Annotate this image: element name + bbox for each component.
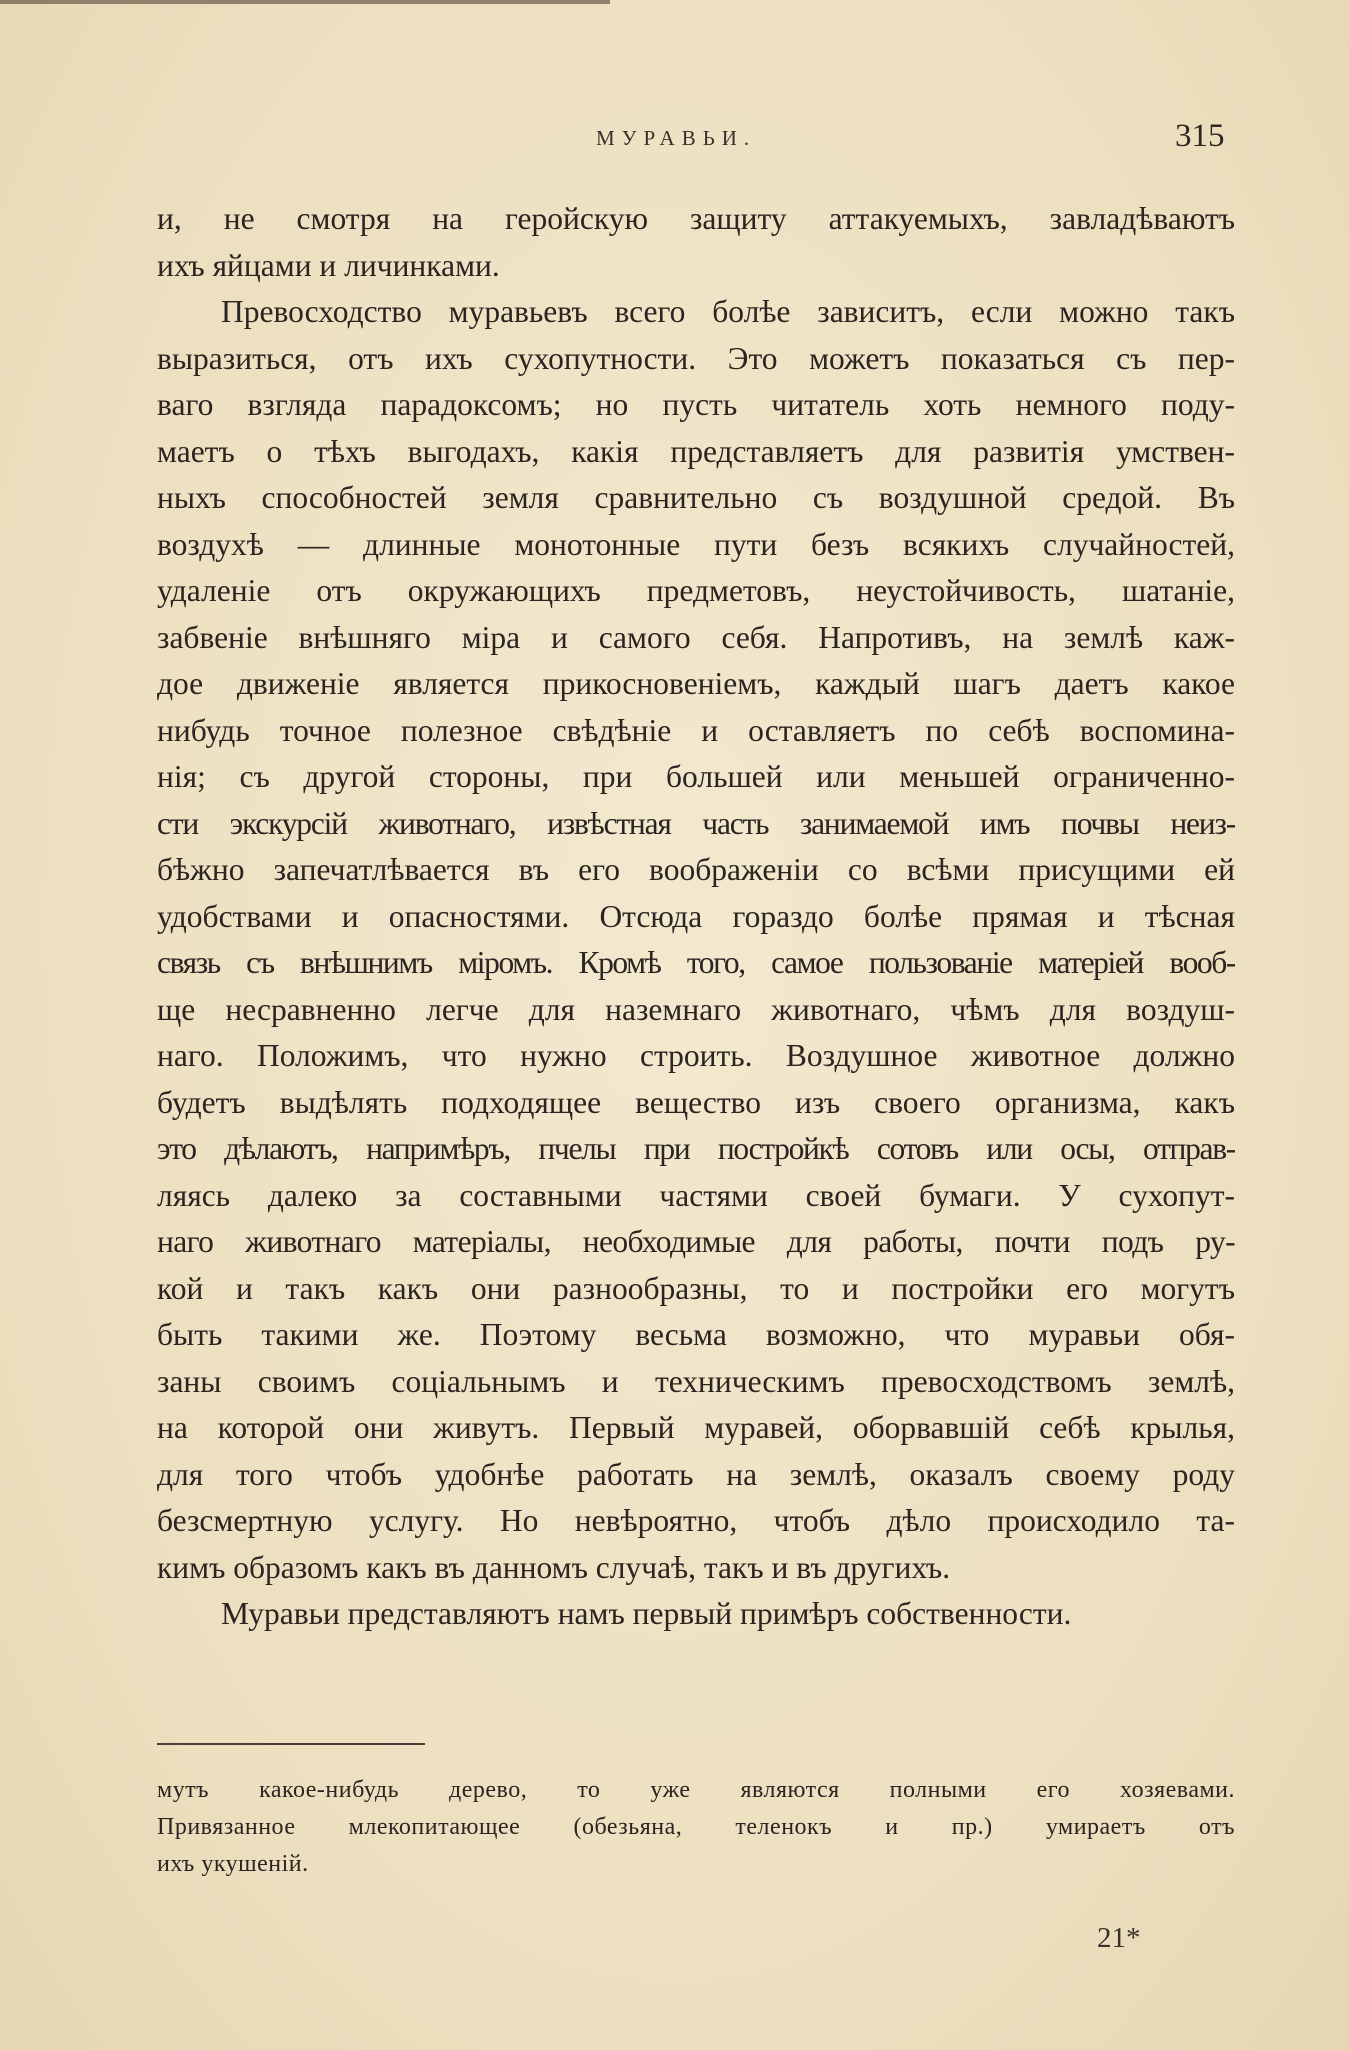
text-line: безсмертную услугу. Но невѣроятно, чтобъ дѣло происходило та- [157, 1503, 1235, 1538]
footnote-line: ихъ укушеній. [157, 1851, 309, 1877]
text-line: быть такими же. Поэтому весьма возможно, что муравьи обя- [157, 1317, 1235, 1352]
text-line: дое движеніе является прикосновеніемъ, каждый шагъ даетъ какое [157, 666, 1235, 701]
text-line: кимъ образомъ какъ въ данномъ случаѣ, такъ и въ другихъ. [157, 1549, 951, 1585]
text-line: ихъ яйцами и личинками. [157, 247, 500, 283]
page-number: 315 [1175, 118, 1225, 154]
running-head: МУРАВЬИ. [596, 126, 757, 150]
text-line: воздухѣ — длинные монотонные пути безъ всякихъ случайностей, [157, 526, 1235, 562]
text-line: кой и такъ какъ они разнообразны, то и постройки его могутъ [157, 1270, 1235, 1306]
text-line: нія; съ другой стороны, при большей или меньшей ограниченно- [157, 759, 1235, 794]
text-line: ваго взгляда парадоксомъ; но пусть читатель хоть немного поду- [157, 387, 1235, 422]
footnote-divider [157, 1743, 425, 1745]
text-line: будетъ выдѣлять подходящее вещество изъ своего организма, какъ [157, 1084, 1235, 1120]
text-line: ще несравненно легче для наземнаго животнаго, чѣмъ для воздуш- [157, 991, 1235, 1027]
text-line: это дѣлаютъ, напримѣръ, пчелы при постройкѣ сотовъ или осы, отправ- [157, 1131, 1235, 1166]
text-line: ныхъ способностей земля сравнительно съ воздушной средой. Въ [157, 480, 1235, 515]
text-line: наго. Положимъ, что нужно строить. Воздушное животное должно [157, 1038, 1235, 1073]
top-edge-rule [0, 0, 610, 4]
text-line: Муравьи представляютъ намъ первый примѣръ собственности. [221, 1596, 1072, 1631]
text-line: выразиться, отъ ихъ сухопутности. Это можетъ показаться съ пер- [157, 340, 1235, 376]
footnote-line: Привязанное млекопитающее (обезьяна, теленокъ и пр.) умираетъ отъ [157, 1814, 1235, 1840]
printer-signature: 21* [1097, 1922, 1141, 1954]
text-line: заны своимъ соціальнымъ и техническимъ превосходствомъ землѣ, [157, 1363, 1235, 1399]
text-line: ляясь далеко за составными частями своей бумаги. У сухопут- [157, 1177, 1235, 1213]
text-line: и, не смотря на геройскую защиту аттакуемыхъ, завладѣваютъ [157, 201, 1235, 236]
main-text [157, 196, 1235, 1638]
text-line: для того чтобъ удобнѣе работать на землѣ, оказалъ своему роду [157, 1456, 1235, 1492]
text-line: связь съ внѣшнимъ міромъ. Кромѣ того, самое пользованіе матеріей вооб- [157, 945, 1235, 980]
footnotes [157, 1772, 1235, 1883]
text-line: удаленіе отъ окружающихъ предметовъ, неустойчивость, шатаніе, [157, 573, 1235, 608]
text-line: забвеніе внѣшняго міра и самого себя. Напротивъ, на землѣ каж- [157, 619, 1235, 655]
text-line: маетъ о тѣхъ выгодахъ, какія представляетъ для развитія умствен- [157, 433, 1235, 469]
text-line: удобствами и опасностями. Отсюда гораздо болѣе прямая и тѣсная [157, 898, 1235, 934]
text-line: нибудь точное полезное свѣдѣніе и оставляетъ по себѣ воспомина- [157, 712, 1235, 748]
text-line: наго животнаго матеріалы, необходимые для работы, почти подъ ру- [157, 1224, 1235, 1259]
text-line: бѣжно запечатлѣвается въ его воображеніи со всѣми присущими ей [157, 852, 1235, 887]
text-line: сти экскурсій животнаго, извѣстная часть занимаемой имъ почвы неиз- [157, 805, 1235, 841]
text-line: на которой они живутъ. Первый муравей, оборвавшій себѣ крылья, [157, 1410, 1235, 1445]
text-line: Превосходство муравьевъ всего болѣе зависитъ, если можно такъ [221, 294, 1235, 329]
footnote-line: мутъ какое-нибудь дерево, то уже являются полными его хозяевами. [157, 1777, 1235, 1803]
